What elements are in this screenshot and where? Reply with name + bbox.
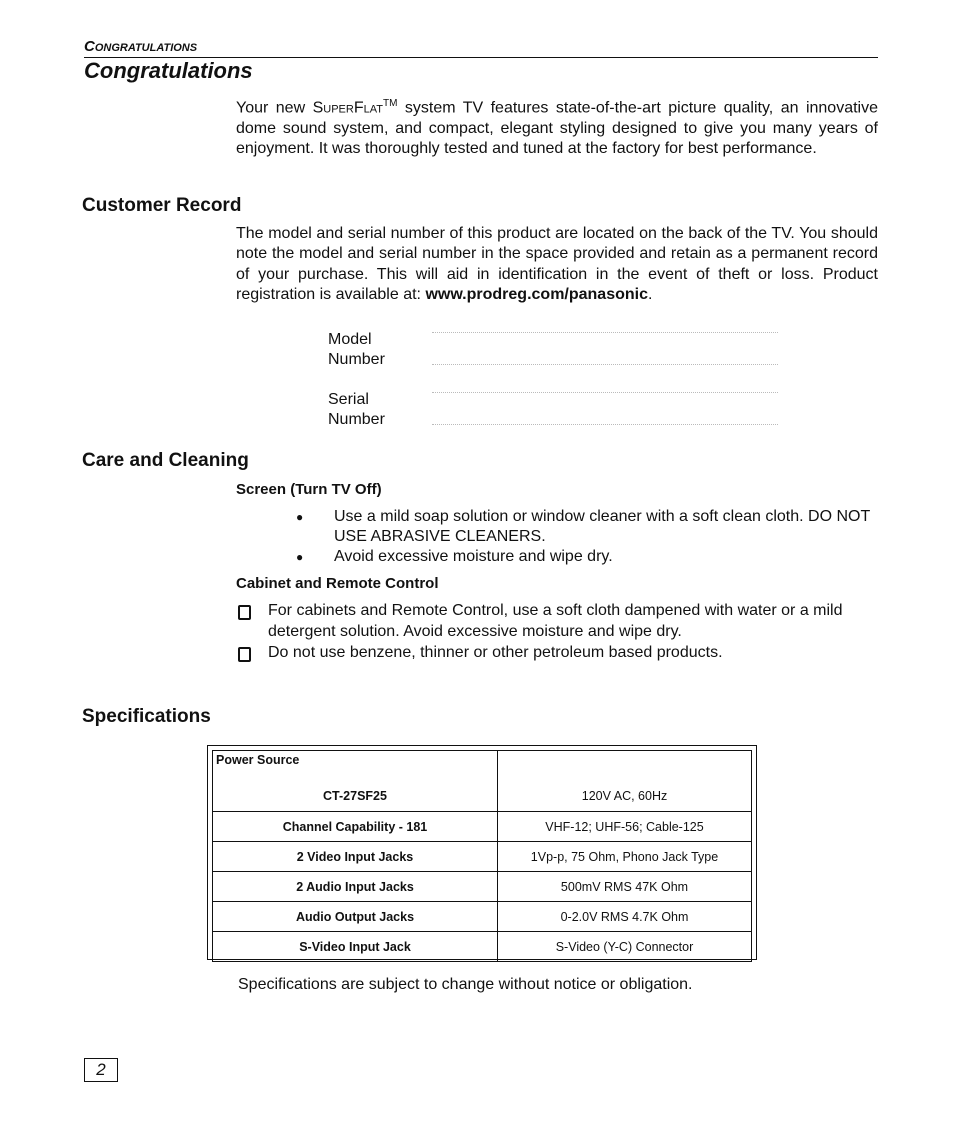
care-cleaning-heading: Care and Cleaning xyxy=(82,450,249,471)
customer-record-paragraph xyxy=(236,224,878,305)
list-item xyxy=(294,547,884,567)
spec-value-cell: 1Vp-p, 75 Ohm, Phono Jack Type xyxy=(498,842,752,872)
screen-item-text: Avoid excessive moisture and wipe dry. xyxy=(334,548,613,565)
list-item xyxy=(236,601,886,642)
spec-value-cell: S-Video (Y-C) Connector xyxy=(498,932,752,962)
spec-label-cell: Audio Output Jacks xyxy=(213,902,498,932)
serial-label-line-2: Number xyxy=(328,411,385,428)
url-suffix: . xyxy=(648,285,653,303)
cabinet-item-text: Do not use benzene, thinner or other petroleum based products. xyxy=(268,644,723,661)
spec-label-cell: S-Video Input Jack xyxy=(213,932,498,962)
screen-item-text: Use a mild soap solution or window cleaner with a soft clean cloth. DO NOT USE ABRASIVE CLEANERS. xyxy=(334,508,870,545)
serial-label-line-1: Serial xyxy=(328,391,369,408)
table-row xyxy=(213,812,752,842)
specifications-heading: Specifications xyxy=(82,706,211,727)
trademark-mark: TM xyxy=(382,98,398,109)
cabinet-subheading: Cabinet and Remote Control xyxy=(236,575,439,592)
screen-care-list xyxy=(294,507,884,567)
spec-value-cell: VHF-12; UHF-56; Cable-125 xyxy=(498,812,752,842)
specifications-table-frame xyxy=(207,745,757,960)
spec-value-cell: 0-2.0V RMS 4.7K Ohm xyxy=(498,902,752,932)
intro-paragraph xyxy=(236,94,878,159)
cabinet-item-text: For cabinets and Remote Control, use a soft cloth dampened with water or a mild detergent solution. Avoid excessive moisture and wipe dry. xyxy=(268,602,843,640)
serial-number-label xyxy=(328,390,418,430)
customer-record-text: The model and serial number of this product are located on the back of the TV. You should note the model and serial number in the space provided and retain as a permanent record of your purchase. This will aid in identification in the event of theft or loss. Product registration is available at: xyxy=(236,225,878,303)
spec-label-cell: 2 Video Input Jacks xyxy=(213,842,498,872)
checkbox-icon xyxy=(238,605,251,620)
spec-label-cell: Channel Capability - 181 xyxy=(213,812,498,842)
registration-url[interactable]: www.prodreg.com/panasonic xyxy=(425,285,648,303)
table-row xyxy=(213,751,752,812)
spec-label-cell: 2 Audio Input Jacks xyxy=(213,872,498,902)
serial-number-top-line xyxy=(432,392,778,393)
checkbox-icon xyxy=(238,647,251,662)
serial-number-field[interactable] xyxy=(432,424,778,425)
table-row xyxy=(213,842,752,872)
serial-number-row xyxy=(328,390,788,430)
bullet-icon: ● xyxy=(296,550,304,564)
power-source-label: Power Source xyxy=(216,753,300,767)
specifications-table xyxy=(212,750,752,962)
spec-label-cell xyxy=(213,751,498,812)
model-label-line-1: Model xyxy=(328,331,372,348)
model-label-line-2: Number xyxy=(328,351,385,368)
table-row xyxy=(213,872,752,902)
table-row xyxy=(213,902,752,932)
model-number-top-line xyxy=(432,332,778,333)
model-number-label xyxy=(328,330,418,370)
intro-text-end: system TV features state-of-the-art picture quality, an innovative dome sound system, and compact, elegant styling designed to give you many years of enjoyment. It was thoroughly tested and tuned at the factory for best performance. xyxy=(236,99,878,157)
bullet-icon: ● xyxy=(296,510,304,524)
page-title: Congratulations xyxy=(84,58,253,83)
model-number-field[interactable] xyxy=(432,364,778,365)
list-item xyxy=(236,643,886,664)
model-number-row xyxy=(328,330,788,370)
table-row xyxy=(213,932,752,962)
brand-name: SuperFlat xyxy=(312,99,383,117)
intro-text-start: Your new xyxy=(236,99,313,117)
customer-record-heading: Customer Record xyxy=(82,195,242,216)
list-item xyxy=(294,507,884,547)
running-header: Congratulations xyxy=(84,38,878,58)
specifications-footnote: Specifications are subject to change without notice or obligation. xyxy=(238,976,693,993)
spec-label: CT-27SF25 xyxy=(323,789,387,803)
customer-record-form xyxy=(328,330,788,450)
spec-value-cell: 120V AC, 60Hz xyxy=(498,751,752,812)
page-number: 2 xyxy=(84,1058,118,1082)
cabinet-care-list xyxy=(236,601,886,665)
spec-value-cell: 500mV RMS 47K Ohm xyxy=(498,872,752,902)
screen-subheading: Screen (Turn TV Off) xyxy=(236,481,382,498)
